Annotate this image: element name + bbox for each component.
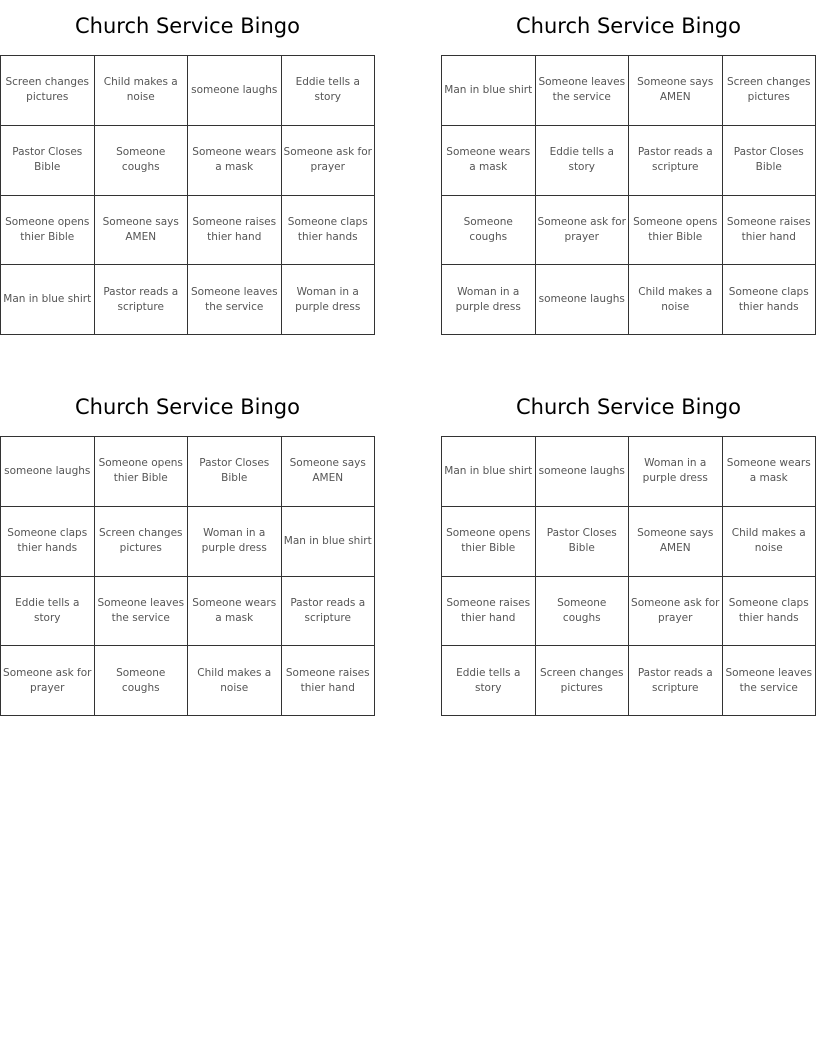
bingo-cell: Someone leaves the service [536,56,630,126]
bingo-grid [0,436,375,716]
bingo-cell: Child makes a noise [188,646,282,716]
bingo-cell: someone laughs [1,437,95,507]
bingo-cell: Pastor Closes Bible [188,437,282,507]
bingo-cell: Screen changes pictures [536,646,630,716]
bingo-cell: Man in blue shirt [1,265,95,335]
bingo-grid [0,55,375,335]
bingo-cell: Woman in a purple dress [188,507,282,577]
bingo-cell: Someone wears a mask [442,126,536,196]
bingo-card-2 [441,8,816,313]
bingo-cell: Someone raises thier hand [442,577,536,647]
bingo-cell: Someone claps thier hands [723,577,816,647]
bingo-cell: Someone raises thier hand [723,196,816,266]
bingo-cell: Eddie tells a story [536,126,630,196]
bingo-cell: Someone leaves the service [723,646,816,716]
bingo-cell: Pastor Closes Bible [536,507,630,577]
bingo-cell: Eddie tells a story [1,577,95,647]
bingo-cell: Pastor reads a scripture [95,265,189,335]
bingo-cell: Screen changes pictures [723,56,816,126]
bingo-cell: Someone claps thier hands [282,196,376,266]
bingo-cell: Someone ask for prayer [536,196,630,266]
bingo-cell: Someone says AMEN [95,196,189,266]
bingo-cell: Someone opens thier Bible [1,196,95,266]
bingo-cell: Someone opens thier Bible [95,437,189,507]
bingo-card-4 [441,389,816,694]
bingo-cell: Someone raises thier hand [282,646,376,716]
bingo-cell: Screen changes pictures [95,507,189,577]
bingo-cell: Someone opens thier Bible [442,507,536,577]
bingo-cell: Eddie tells a story [442,646,536,716]
bingo-cell: someone laughs [536,437,630,507]
bingo-cell: Child makes a noise [629,265,723,335]
bingo-card-3 [0,389,375,694]
bingo-cell: Pastor Closes Bible [723,126,816,196]
bingo-cell: Screen changes pictures [1,56,95,126]
bingo-cell: Pastor Closes Bible [1,126,95,196]
bingo-cell: Pastor reads a scripture [629,646,723,716]
bingo-cell: Pastor reads a scripture [282,577,376,647]
bingo-cell: Someone leaves the service [188,265,282,335]
bingo-cell: Someone wears a mask [188,126,282,196]
card-title: Church Service Bingo [74,395,300,419]
bingo-cell: Someone claps thier hands [723,265,816,335]
bingo-cell: Someone coughs [442,196,536,266]
bingo-cell: Man in blue shirt [282,507,376,577]
card-title: Church Service Bingo [515,395,741,419]
bingo-grid [441,436,816,716]
bingo-cell: Someone wears a mask [188,577,282,647]
bingo-cell: Someone wears a mask [723,437,816,507]
bingo-cell: Man in blue shirt [442,437,536,507]
bingo-cell: Someone ask for prayer [629,577,723,647]
bingo-cell: Someone says AMEN [282,437,376,507]
bingo-grid [441,55,816,335]
bingo-cell: Child makes a noise [723,507,816,577]
bingo-cell: Someone coughs [95,126,189,196]
bingo-cell: someone laughs [536,265,630,335]
bingo-cell: Someone coughs [95,646,189,716]
bingo-cell: Someone says AMEN [629,507,723,577]
bingo-cell: Woman in a purple dress [629,437,723,507]
bingo-cell: Someone claps thier hands [1,507,95,577]
bingo-cell: Woman in a purple dress [442,265,536,335]
bingo-cell: Someone ask for prayer [1,646,95,716]
bingo-cell: Someone leaves the service [95,577,189,647]
bingo-cell: Eddie tells a story [282,56,376,126]
bingo-cell: Someone coughs [536,577,630,647]
bingo-cell: Woman in a purple dress [282,265,376,335]
bingo-cell: someone laughs [188,56,282,126]
bingo-cell: Someone says AMEN [629,56,723,126]
bingo-cell: Someone opens thier Bible [629,196,723,266]
bingo-cell: Child makes a noise [95,56,189,126]
bingo-card-1 [0,8,375,313]
card-title: Church Service Bingo [74,14,300,38]
bingo-cell: Someone raises thier hand [188,196,282,266]
bingo-cell: Someone ask for prayer [282,126,376,196]
card-title: Church Service Bingo [515,14,741,38]
bingo-cell: Man in blue shirt [442,56,536,126]
bingo-cell: Pastor reads a scripture [629,126,723,196]
